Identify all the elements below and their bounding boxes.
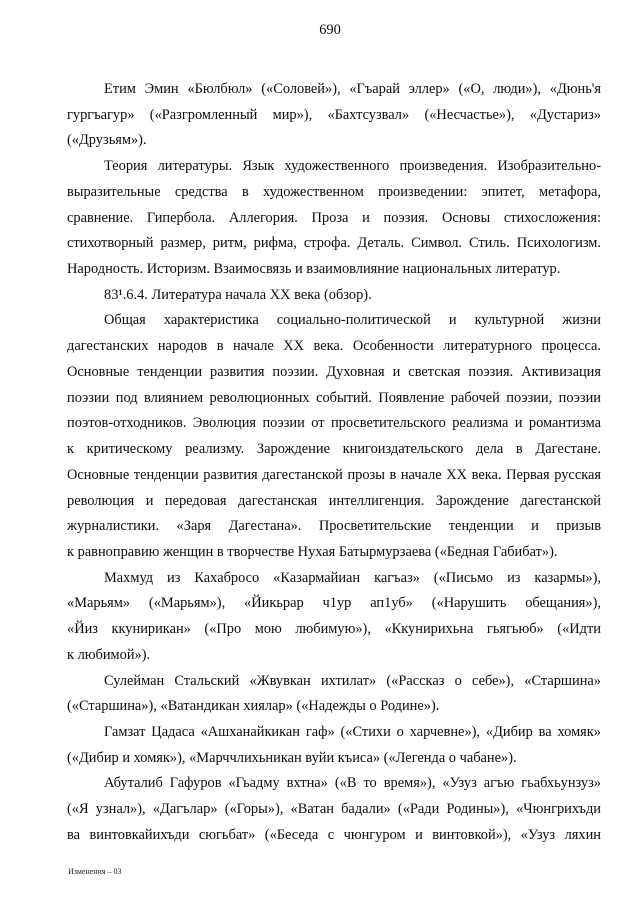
text-line: Теория литературы. Язык художественного произведения. Изобразительно- bbox=[104, 158, 601, 175]
text-line: («Дибир и хомяк»), «Марччлихьникан вуйи къиса» («Легенда о чабане»). bbox=[67, 749, 517, 766]
paragraph bbox=[67, 566, 601, 669]
page-number: 690 bbox=[319, 22, 341, 38]
text-line: выразительные средства в художественном произведении: эпитет, метафора, bbox=[67, 183, 601, 200]
text-line: («Я узнал»), «Дагълар» («Горы»), «Ватан бадали» («Ради Родины»), «Чюнгрихъди bbox=[67, 801, 601, 818]
text-line: к равноправию женщин в творчестве Нухая Батырмурзаева («Бедная Габибат»). bbox=[67, 543, 558, 560]
paragraph bbox=[67, 77, 601, 154]
paragraph bbox=[67, 669, 601, 720]
text-line: («Друзьям»). bbox=[67, 132, 147, 149]
text-line: «Йиз ккунирикан» («Про мою любимую»), «Ккунирихьна гьягьюб» («Идти bbox=[67, 621, 601, 638]
text-line: поэтов-отходников. Эволюция поэзии от просветительского реализма и романтизма bbox=[67, 415, 601, 432]
text-line: Общая характеристика социально-политической и культурной жизни bbox=[104, 312, 601, 329]
text-line: Народность. Историзм. Взаимосвязь и взаимовлияние национальных литератур. bbox=[67, 261, 561, 278]
text-line: Махмуд из Кахабросо «Казармайиан кагъаз» («Письмо из казармы»), bbox=[104, 569, 601, 586]
paragraph bbox=[67, 308, 601, 565]
document-body bbox=[67, 77, 601, 849]
text-line: Основные тенденции развития дагестанской прозы в начале ХХ века. Первая русская bbox=[67, 466, 601, 483]
text-line: стихотворный размер, ритм, рифма, строфа. Деталь. Символ. Стиль. Психологизм. bbox=[67, 235, 601, 252]
text-line: Абуталиб Гафуров «Гьадму вхтна» («В то время»), «Узуз агъю гьабхьунзуз» bbox=[104, 775, 601, 792]
text-line: к критическому реализму. Зарождение книгоиздательского дела в Дагестане. bbox=[67, 441, 601, 458]
text-line: гургъагур» («Разгромленный мир»), «Бахтсузвал» («Несчастье»), «Дустариз» bbox=[67, 106, 601, 123]
page-footer: Изменения – 03 bbox=[68, 867, 122, 876]
text-line: Сулейман Стальский «Жвувкан ихтилат» («Рассказ о себе»), «Старшина» bbox=[104, 672, 601, 689]
section-heading bbox=[67, 283, 601, 309]
paragraph bbox=[67, 720, 601, 771]
text-line: «Марьям» («Марьям»), «Йикьрар ч1ур ап1уб» («Нарушить обещания»), bbox=[67, 595, 601, 612]
text-line: сравнение. Гипербола. Аллегория. Проза и поэзия. Основы стихосложения: bbox=[67, 209, 601, 226]
text-line: революция и передовая дагестанская интеллигенция. Зарождение дагестанской bbox=[67, 492, 601, 509]
text-line: поэзии под влиянием революционных событий. Появление рабочей поэзии, поэзии bbox=[67, 389, 601, 406]
text-line: 83¹.6.4. Литература начала ХХ века (обзор). bbox=[104, 286, 372, 303]
paragraph bbox=[67, 154, 601, 283]
text-line: журналистики. «Заря Дагестана». Просветительские тенденции и призыв bbox=[67, 518, 601, 535]
text-line: дагестанских народов в начале ХХ века. Особенности литературного процесса. bbox=[67, 338, 601, 355]
paragraph bbox=[67, 771, 601, 848]
text-line: Етим Эмин «Бюлбюл» («Соловей»), «Гъарай эллер» («О, люди»), «Дюнь'я bbox=[104, 81, 601, 97]
text-line: Основные тенденции развития поэзии. Духовная и светская поэзия. Активизация bbox=[67, 363, 601, 380]
text-line: ва винтовкайихъди сюгьбат» («Беседа с чюнгуром и винтовкой»), «Узуз ляхин bbox=[67, 826, 601, 843]
text-line: к любимой»). bbox=[67, 646, 151, 663]
text-line: («Старшина»), «Ватандикан хиялар» («Надежды о Родине»). bbox=[67, 698, 440, 715]
text-line: Гамзат Цадаса «Ашханайкикан гаф» («Стихи о харчевне»), «Дибир ва хомяк» bbox=[104, 723, 601, 740]
